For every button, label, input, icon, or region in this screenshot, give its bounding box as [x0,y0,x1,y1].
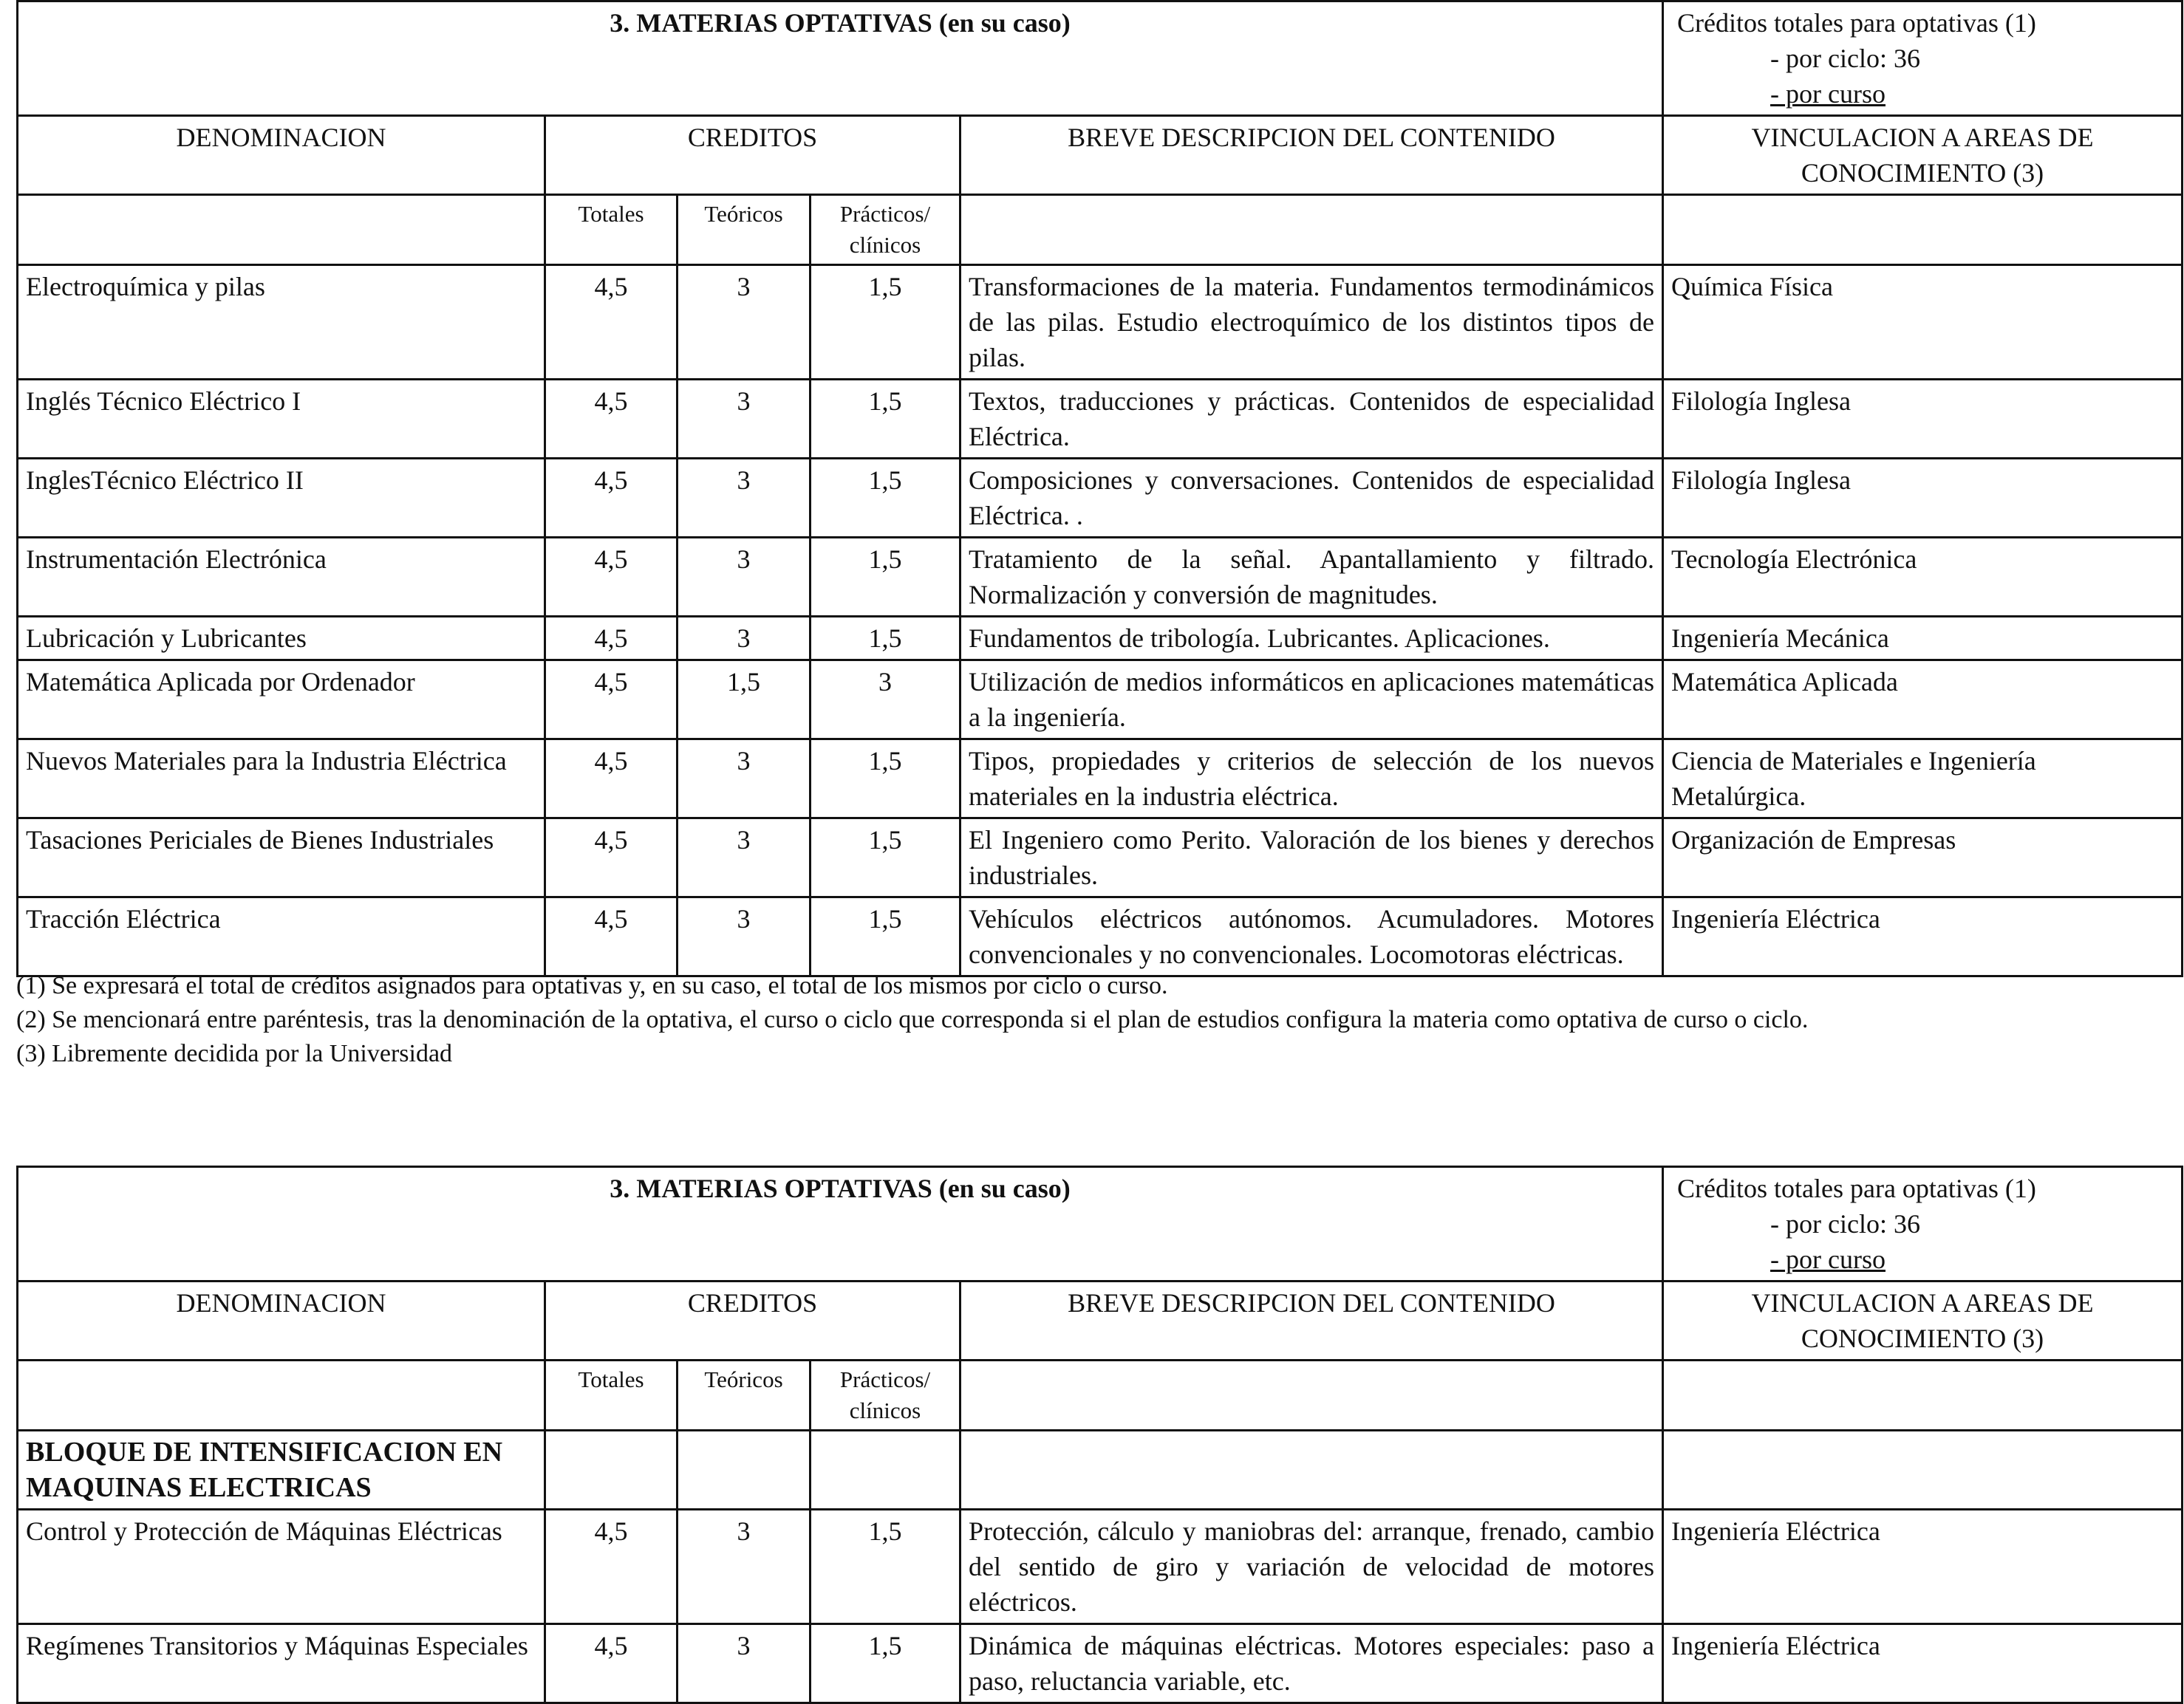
content-description: Vehículos eléctricos autónomos. Acumuladores. Motores convencionales y no convencionales. Locomotoras eléctricas. [960,897,1663,976]
knowledge-area: Tecnología Electrónica [1663,538,2183,617]
credits-per-course: - por curso [1770,79,1886,109]
credits-teoricos: 3 [678,897,811,976]
credits-practicos: 1,5 [811,459,960,538]
content-description: Tipos, propiedades y criterios de selección de los nuevos materiales en la industria eléctrica. [960,739,1663,818]
subheader-totales: Totales [545,195,678,265]
subject-name: Inglés Técnico Eléctrico I [18,380,545,459]
credits-practicos: 1,5 [811,1624,960,1703]
credits-teoricos: 1,5 [678,660,811,739]
credits-totales: 4,5 [545,1624,678,1703]
footnote-3: (3) Libremente decidida por la Universidad [16,1040,453,1067]
footnotes [16,969,2174,1071]
content-description: Transformaciones de la materia. Fundamentos termodinámicos de las pilas. Estudio electroquímico de los distintos tipos de pilas. [960,265,1663,380]
header-descripcion: BREVE DESCRIPCION DEL CONTENIDO [960,1282,1663,1361]
subheader-totales: Totales [545,1361,678,1431]
subject-name: Lubricación y Lubricantes [18,617,545,660]
subheader-practicos: Prácticos/ clínicos [811,195,960,265]
content-description: El Ingeniero como Perito. Valoración de los bienes y derechos industriales. [960,818,1663,897]
credits-practicos: 1,5 [811,265,960,380]
subheader-empty [960,195,1663,265]
knowledge-area: Matemática Aplicada [1663,660,2183,739]
subheader-empty [1663,1361,2183,1431]
table-row [18,897,2183,976]
footnote-1: (1) Se expresará el total de créditos asignados para optativas y, en su caso, el total de los mismos por ciclo o curso. [16,972,1168,999]
table-body [18,265,2183,976]
content-description: Protección, cálculo y maniobras del: arranque, frenado, cambio del sentido de giro y variación de velocidad de motores eléctricos. [960,1510,1663,1624]
subject-name: Electroquímica y pilas [18,265,545,380]
subject-name: Instrumentación Electrónica [18,538,545,617]
subheader-empty [18,195,545,265]
subject-name: Nuevos Materiales para la Industria Eléctrica [18,739,545,818]
knowledge-area: Ingeniería Eléctrica [1663,897,2183,976]
table-row [18,380,2183,459]
header-vinculacion: VINCULACION A AREAS DE CONOCIMIENTO (3) [1663,1282,2183,1361]
content-description: Fundamentos de tribología. Lubricantes. Aplicaciones. [960,617,1663,660]
header-creditos: CREDITOS [545,1282,960,1361]
credits-teoricos: 3 [678,739,811,818]
knowledge-area: Ciencia de Materiales e Ingeniería Metalúrgica. [1663,739,2183,818]
credits-totales: 4,5 [545,538,678,617]
credits-totales: 4,5 [545,897,678,976]
optativas-table-1 [16,0,2183,977]
subheader-teoricos: Teóricos [678,195,811,265]
credits-teoricos: 3 [678,459,811,538]
knowledge-area: Química Física [1663,265,2183,380]
credits-teoricos: 3 [678,265,811,380]
credits-teoricos: 3 [678,818,811,897]
subheader-practicos: Prácticos/ clínicos [811,1361,960,1431]
credits-summary [1663,1167,2183,1282]
header-descripcion: BREVE DESCRIPCION DEL CONTENIDO [960,116,1663,195]
knowledge-area: Ingeniería Eléctrica [1663,1510,2183,1624]
content-description: Utilización de medios informáticos en aplicaciones matemáticas a la ingeniería. [960,660,1663,739]
subject-name: Control y Protección de Máquinas Eléctricas [18,1510,545,1624]
header-vinculacion: VINCULACION A AREAS DE CONOCIMIENTO (3) [1663,116,2183,195]
credits-totales: 4,5 [545,739,678,818]
block-empty-cell [960,1431,1663,1510]
optativas-table-2 [16,1166,2183,1704]
content-description: Textos, traducciones y prácticas. Contenidos de especialidad Eléctrica. [960,380,1663,459]
table-row [18,459,2183,538]
table-row [18,660,2183,739]
credits-per-cycle: - por ciclo: 36 [1770,44,1920,73]
header-denominacion: DENOMINACION [18,116,545,195]
credits-teoricos: 3 [678,380,811,459]
table-row [18,1510,2183,1624]
credits-teoricos: 3 [678,538,811,617]
credits-totales: 4,5 [545,265,678,380]
credits-totales: 4,5 [545,1510,678,1624]
credits-summary [1663,1,2183,116]
credits-per-cycle: - por ciclo: 36 [1770,1209,1920,1239]
credits-totales: 4,5 [545,380,678,459]
credits-total-label: Créditos totales para optativas (1) [1677,1174,2036,1203]
content-description: Dinámica de máquinas eléctricas. Motores especiales: paso a paso, reluctancia variable, etc. [960,1624,1663,1703]
credits-teoricos: 3 [678,1510,811,1624]
table-row [18,265,2183,380]
credits-practicos: 1,5 [811,380,960,459]
credits-practicos: 1,5 [811,617,960,660]
table-row [18,818,2183,897]
table-row [18,538,2183,617]
table-title: 3. MATERIAS OPTATIVAS (en su caso) [18,1,1663,116]
block-empty-cell [545,1431,678,1510]
credits-practicos: 1,5 [811,739,960,818]
table-row [18,1624,2183,1703]
subject-name: Regímenes Transitorios y Máquinas Especiales [18,1624,545,1703]
content-description: Tratamiento de la señal. Apantallamiento y filtrado. Normalización y conversión de magnitudes. [960,538,1663,617]
credits-practicos: 1,5 [811,897,960,976]
subheader-empty [1663,195,2183,265]
block-empty-cell [811,1431,960,1510]
knowledge-area: Filología Inglesa [1663,380,2183,459]
subheader-empty [18,1361,545,1431]
header-creditos: CREDITOS [545,116,960,195]
footnote-2: (2) Se mencionará entre paréntesis, tras la denominación de la optativa, el curso o ciclo que corresponda si el plan de estudios configura la materia como optativa de curso o ciclo. [16,1006,1809,1033]
subject-name: InglesTécnico Eléctrico II [18,459,545,538]
block-empty-cell [678,1431,811,1510]
credits-practicos: 1,5 [811,1510,960,1624]
credits-totales: 4,5 [545,818,678,897]
subject-name: Tracción Eléctrica [18,897,545,976]
subheader-empty [960,1361,1663,1431]
credits-total-label: Créditos totales para optativas (1) [1677,8,2036,38]
credits-teoricos: 3 [678,617,811,660]
credits-per-course: - por curso [1770,1245,1886,1274]
table-body [18,1510,2183,1703]
table-row [18,739,2183,818]
credits-practicos: 1,5 [811,818,960,897]
header-denominacion: DENOMINACION [18,1282,545,1361]
credits-practicos: 1,5 [811,538,960,617]
credits-totales: 4,5 [545,459,678,538]
subheader-teoricos: Teóricos [678,1361,811,1431]
block-title: BLOQUE DE INTENSIFICACION EN MAQUINAS ELECTRICAS [18,1431,545,1510]
credits-practicos: 3 [811,660,960,739]
subject-name: Matemática Aplicada por Ordenador [18,660,545,739]
knowledge-area: Ingeniería Eléctrica [1663,1624,2183,1703]
block-empty-cell [1663,1431,2183,1510]
content-description: Composiciones y conversaciones. Contenidos de especialidad Eléctrica. . [960,459,1663,538]
knowledge-area: Organización de Empresas [1663,818,2183,897]
credits-totales: 4,5 [545,617,678,660]
credits-totales: 4,5 [545,660,678,739]
table-row [18,617,2183,660]
knowledge-area: Filología Inglesa [1663,459,2183,538]
subject-name: Tasaciones Periciales de Bienes Industriales [18,818,545,897]
table-title: 3. MATERIAS OPTATIVAS (en su caso) [18,1167,1663,1282]
knowledge-area: Ingeniería Mecánica [1663,617,2183,660]
credits-teoricos: 3 [678,1624,811,1703]
